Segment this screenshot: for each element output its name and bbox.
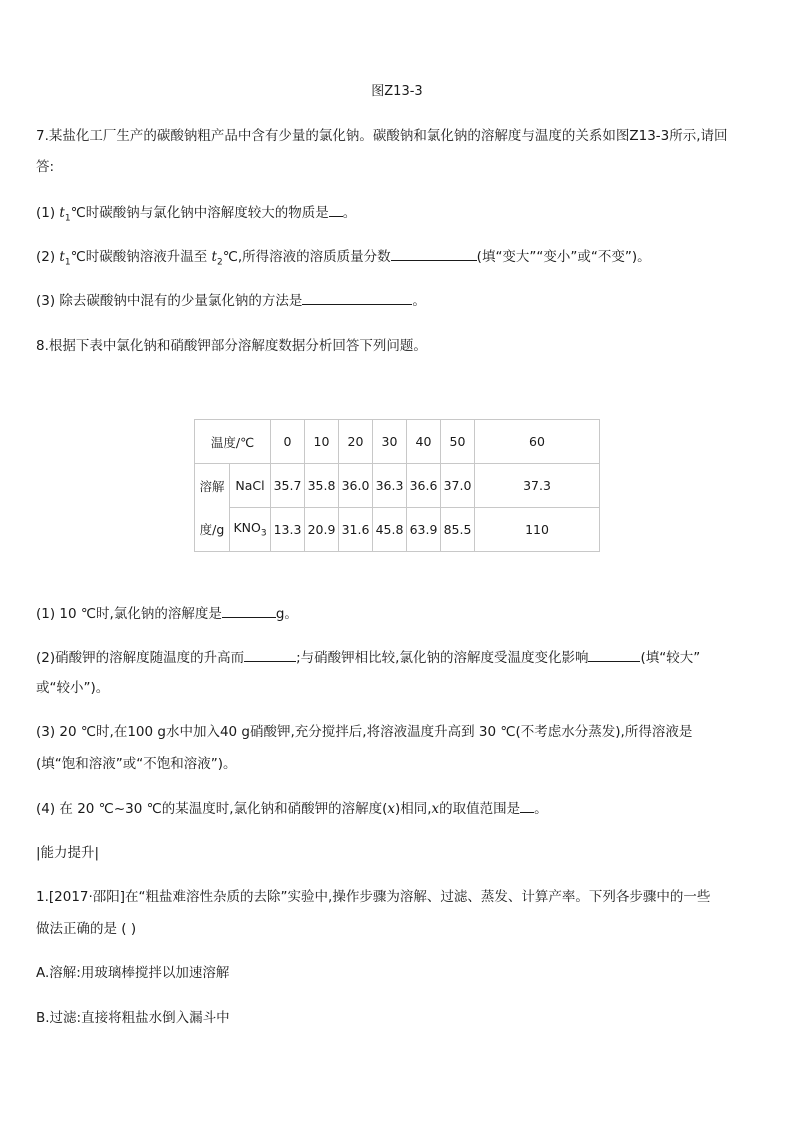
q7-part2-text3: (填“变大”“变小”或“不变”)。 [476,249,651,265]
q8-part3-line1: (3) 20 ℃时,在100 g水中加入40 g硝酸钾,充分搅拌后,将溶液温度升高到 30 ℃(不考虑水分蒸发),所得溶液是 [36,724,693,740]
q8-part4 [36,798,548,819]
q7-part2-text1: ℃时碳酸钠溶液升温至 [70,249,212,265]
ability-q1-stem-line2: 做法正确的是 ( ) [36,921,137,937]
answer-blank[interactable] [222,603,276,618]
q8-part2-text1: (2)硝酸钾的溶解度随温度的升高而 [36,650,245,666]
table-cell: 110 [475,508,600,552]
q8-part4-end: 。 [534,801,548,817]
q7-part2 [36,246,651,273]
q8-part4-text3: 的取值范围是 [439,801,521,817]
q7-part2-text2: ℃,所得溶液的溶质质量分数 [222,249,391,265]
q8-part4-text1: (4) 在 20 ℃~30 ℃的某温度时,氯化钠和硝酸钾的溶解度( [36,801,388,817]
table-cell: 36.0 [339,464,373,508]
answer-blank[interactable] [329,202,343,217]
table-label-kno3 [230,508,271,552]
q8-part2-text3: (填“较大” [640,650,701,666]
q7-part1-text: ℃时碳酸钠与氯化钠中溶解度较大的物质是 [70,205,329,221]
table-cell: 37.3 [475,464,600,508]
q7-part3-text: (3) 除去碳酸钠中混有的少量氯化钠的方法是 [36,293,303,309]
kno3-text: KNO [233,520,261,536]
ability-q1-stem-line1: 1.[2017·邵阳]在“粗盐难溶性杂质的去除”实验中,操作步骤为溶解、过滤、蒸发、计算产率。下列各步骤中的一些 [36,889,711,905]
table-cell: 10 [305,420,339,464]
table-cell: 50 [441,420,475,464]
q8-part3-line2: (填“饱和溶液”或“不饱和溶液”)。 [36,756,237,772]
answer-blank[interactable] [302,290,412,305]
table-cell: 31.6 [339,508,373,552]
q7-part1-t: t [59,205,65,221]
table-cell: 40 [407,420,441,464]
q7-part2-t1: t [59,249,65,265]
section-heading: |能力提升| [36,845,100,861]
table-cell: 0 [271,420,305,464]
q7-part2-sub1: 1 [64,257,71,268]
q7-part2-t2: t [211,249,217,265]
table-cell: 45.8 [373,508,407,552]
table-label-nacl: NaCl [230,464,271,508]
q8-stem: 8.根据下表中氯化钠和硝酸钾部分溶解度数据分析回答下列问题。 [36,338,427,354]
q8-part4-text2: )相同, [394,801,432,817]
table-cell: 13.3 [271,508,305,552]
kno3-sub: 3 [260,528,267,539]
q7-stem-line1: 7.某盐化工厂生产的碳酸钠粗产品中含有少量的氯化钠。碳酸钠和氯化钠的溶解度与温度的关系如图Z13-3所示,请回 [36,128,728,144]
table-cell: 63.9 [407,508,441,552]
answer-blank[interactable] [391,246,477,261]
table-label-solubility-top: 溶解 [195,464,230,508]
option-b: B.过滤:直接将粗盐水倒入漏斗中 [36,1010,230,1026]
table-cell: 36.6 [407,464,441,508]
table-cell: 60 [475,420,600,464]
q7-stem-line2: 答: [36,159,55,175]
q8-part1 [36,603,298,624]
table-cell: 20 [339,420,373,464]
table-row-kno3 [195,508,600,552]
q8-part1-end: g。 [275,606,298,622]
q7-part1-sub: 1 [64,213,71,224]
q7-part1 [36,202,356,229]
solubility-table [194,419,600,552]
table-row-nacl [195,464,600,508]
table-header-temperature: 温度/℃ [195,420,271,464]
q7-part3-end: 。 [412,293,426,309]
q8-part2-line2: 或“较小”)。 [36,680,110,696]
option-a: A.溶解:用玻璃棒搅拌以加速溶解 [36,965,230,981]
figure-caption: 图Z13-3 [371,84,423,99]
q7-part1-prefix: (1) [36,205,60,221]
q8-part4-x1: x [387,801,395,817]
table-cell: 35.7 [271,464,305,508]
q8-part2-text2: ;与硝酸钾相比较,氯化钠的溶解度受温度变化影响 [296,650,589,666]
table-cell: 35.8 [305,464,339,508]
table-cell: 37.0 [441,464,475,508]
q8-part1-text: (1) 10 ℃时,氯化钠的溶解度是 [36,606,222,622]
answer-blank[interactable] [588,647,640,662]
answer-blank[interactable] [244,647,296,662]
answer-blank[interactable] [520,798,534,813]
q7-part2-prefix: (2) [36,249,60,265]
table-cell: 85.5 [441,508,475,552]
q7-part3 [36,290,426,311]
table-cell: 20.9 [305,508,339,552]
table-cell: 30 [373,420,407,464]
table-cell: 36.3 [373,464,407,508]
q8-part2 [36,647,700,668]
table-row-temperature [195,420,600,464]
table-label-solubility-bottom: 度/g [195,508,230,552]
q8-part4-x2: x [431,801,440,817]
q7-part1-end: 。 [342,205,357,221]
q7-part2-sub2: 2 [216,257,223,268]
